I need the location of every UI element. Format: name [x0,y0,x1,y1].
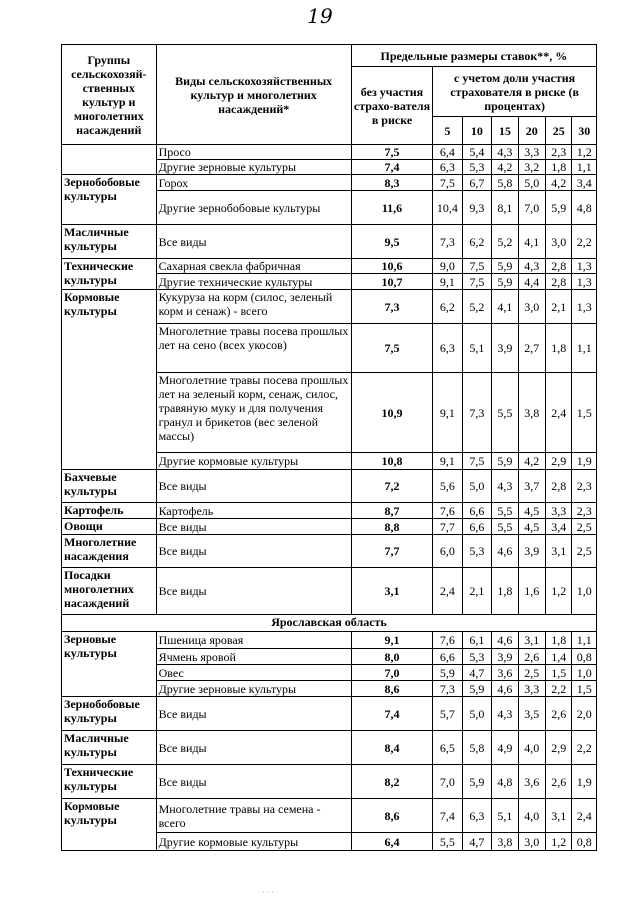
table-row [62,568,597,615]
rate-value: 2,7 [518,324,545,373]
rate-value: 2,4 [433,568,462,615]
rate-value: 5,3 [462,160,491,175]
base-rate: 7,2 [351,470,432,503]
crop-kind: Все виды [156,470,351,503]
group-cell: Зернобобовые культуры [62,697,157,731]
base-rate: 7,4 [351,697,432,731]
crop-kind: Другие зернобобовые культуры [156,191,351,225]
rate-value: 1,8 [546,160,572,175]
section2-body [62,632,597,851]
rate-value: 3,3 [518,681,545,697]
group-cell: Технические культуры [62,765,157,799]
rate-value: 3,6 [518,765,545,799]
rate-value: 1,3 [572,259,597,274]
crop-kind: Картофель [156,503,351,519]
rate-value: 1,0 [572,665,597,681]
rate-value: 1,9 [572,453,597,470]
table-row [62,175,597,191]
crop-kind: Пшеница яровая [156,632,351,649]
crop-kind: Просо [156,145,351,160]
rate-value: 3,4 [546,519,572,535]
rate-value: 5,9 [462,681,491,697]
rate-value: 2,2 [572,225,597,259]
rate-value: 5,0 [518,175,545,191]
base-rate: 10,9 [351,373,432,453]
base-rate: 8,2 [351,765,432,799]
rate-value: 4,5 [518,503,545,519]
base-rate: 8,6 [351,681,432,697]
rate-value: 7,7 [433,519,462,535]
rate-value: 2,1 [462,568,491,615]
rate-value: 6,0 [433,535,462,568]
table-row [62,799,597,833]
rate-value: 6,2 [433,290,462,324]
rate-value: 1,2 [546,568,572,615]
group-cell: Кормовые культуры [62,290,157,470]
rate-value: 2,3 [572,503,597,519]
crop-kind: Другие кормовые культуры [156,833,351,851]
header-pct: 10 [462,117,491,145]
table-row [62,259,597,274]
base-rate: 7,5 [351,145,432,160]
header-without-share: без участия страхо-вателя в риске [351,67,432,145]
rate-value: 6,4 [433,145,462,160]
rate-value: 3,0 [546,225,572,259]
rate-value: 1,5 [572,373,597,453]
rate-value: 4,2 [518,453,545,470]
scan-mark: · · · [262,888,274,897]
rate-value: 10,4 [433,191,462,225]
rate-value: 2,5 [572,535,597,568]
rate-value: 4,6 [492,681,518,697]
rate-value: 5,8 [492,175,518,191]
table-row [62,519,597,535]
region-heading: Ярославская область [62,615,597,632]
crop-kind: Другие технические культуры [156,274,351,290]
rate-value: 3,6 [492,665,518,681]
base-rate: 6,4 [351,833,432,851]
header-limits: Предельные размеры ставок**, % [351,45,596,67]
crop-kind: Другие зерновые культуры [156,681,351,697]
group-cell: Зернобобовые культуры [62,175,157,225]
rate-value: 1,9 [572,765,597,799]
rate-value: 5,3 [462,535,491,568]
rate-value: 2,2 [546,681,572,697]
rate-value: 1,8 [546,324,572,373]
rate-value: 3,0 [518,833,545,851]
rate-value: 2,9 [546,731,572,765]
base-rate: 7,5 [351,324,432,373]
rate-value: 3,9 [492,324,518,373]
base-rate: 8,3 [351,175,432,191]
insurance-rates-table [61,44,597,851]
rate-value: 2,4 [572,799,597,833]
rate-value: 9,0 [433,259,462,274]
rate-value: 6,3 [462,799,491,833]
crop-kind: Ячмень яровой [156,649,351,665]
rate-value: 1,4 [546,649,572,665]
page-number: 19 [307,4,333,28]
rate-value: 1,3 [572,290,597,324]
rate-value: 7,3 [462,373,491,453]
rate-value: 4,3 [492,470,518,503]
rate-value: 2,4 [546,373,572,453]
rate-value: 7,5 [462,453,491,470]
rate-value: 7,3 [433,681,462,697]
crop-kind: Сахарная свекла фабричная [156,259,351,274]
group-cell: Картофель [62,503,157,519]
crop-kind: Все виды [156,519,351,535]
rate-value: 1,3 [572,274,597,290]
rate-value: 2,0 [572,697,597,731]
base-rate: 7,0 [351,665,432,681]
header-pct: 15 [492,117,518,145]
rate-value: 7,4 [433,799,462,833]
rate-value: 9,3 [462,191,491,225]
rate-value: 2,8 [546,259,572,274]
rate-value: 3,7 [518,470,545,503]
header-with-share: с учетом доли участия страхователя в риске (в процентах) [433,67,597,117]
group-cell: Бахчевые культуры [62,470,157,503]
table-row [62,731,597,765]
base-rate: 8,6 [351,799,432,833]
rate-value: 2,8 [546,470,572,503]
crop-kind: Все виды [156,535,351,568]
rate-value: 3,5 [518,697,545,731]
table-row [62,145,597,160]
base-rate: 8,8 [351,519,432,535]
rate-value: 3,1 [518,632,545,649]
header-groups: Группы сельскохозяй-ственных культур и многолетних насаждений [62,45,157,145]
rate-value: 4,0 [518,799,545,833]
rate-value: 9,1 [433,373,462,453]
group-cell: Посадки многолетних насаждений [62,568,157,615]
group-cell: Зерновые культуры [62,632,157,697]
rate-value: 5,7 [433,697,462,731]
rate-value: 5,3 [462,649,491,665]
rate-value: 5,9 [492,274,518,290]
rate-value: 5,2 [492,225,518,259]
base-rate: 7,3 [351,290,432,324]
rate-value: 2,8 [546,274,572,290]
group-cell: Многолетние насаждения [62,535,157,568]
table-row [62,470,597,503]
base-rate: 9,1 [351,632,432,649]
rate-value: 6,5 [433,731,462,765]
rate-value: 2,6 [546,697,572,731]
base-rate: 10,7 [351,274,432,290]
rate-value: 4,6 [492,632,518,649]
rate-value: 5,0 [462,470,491,503]
rate-value: 7,0 [433,765,462,799]
rate-value: 1,2 [572,145,597,160]
rate-value: 4,6 [492,535,518,568]
table-row [62,535,597,568]
rate-value: 4,5 [518,519,545,535]
crop-kind: Все виды [156,697,351,731]
rate-value: 7,0 [518,191,545,225]
rate-value: 3,9 [518,535,545,568]
rate-value: 0,8 [572,649,597,665]
rate-value: 1,5 [572,681,597,697]
crop-kind: Все виды [156,731,351,765]
rate-value: 5,6 [433,470,462,503]
rate-value: 4,0 [518,731,545,765]
header-pct: 30 [572,117,597,145]
rate-value: 3,0 [518,290,545,324]
crop-kind: Кукуруза на корм (силос, зеленый корм и сенаж) - всего [156,290,351,324]
rate-value: 6,2 [462,225,491,259]
rate-value: 4,3 [492,145,518,160]
crop-kind: Все виды [156,225,351,259]
rate-value: 1,0 [572,568,597,615]
header-pct: 25 [546,117,572,145]
group-cell: Масличные культуры [62,731,157,765]
rate-value: 4,1 [492,290,518,324]
group-cell: Масличные культуры [62,225,157,259]
rate-value: 4,4 [518,274,545,290]
base-rate: 8,0 [351,649,432,665]
crop-kind: Другие кормовые культуры [156,453,351,470]
rate-value: 5,5 [492,519,518,535]
rate-value: 7,6 [433,632,462,649]
table-row [62,632,597,649]
crop-kind: Овес [156,665,351,681]
base-rate: 11,6 [351,191,432,225]
header-pct: 5 [433,117,462,145]
table-row [62,697,597,731]
crop-kind: Многолетние травы на семена - всего [156,799,351,833]
group-cell: Овощи [62,519,157,535]
rate-value: 4,1 [518,225,545,259]
rate-value: 5,1 [462,324,491,373]
rate-value: 5,5 [492,373,518,453]
rate-value: 7,3 [433,225,462,259]
rate-value: 3,1 [546,535,572,568]
rate-value: 3,8 [518,373,545,453]
crop-kind: Многолетние травы посева прошлых лет на сено (всех укосов) [156,324,351,373]
base-rate: 7,4 [351,160,432,175]
rate-value: 4,8 [572,191,597,225]
rate-value: 5,9 [433,665,462,681]
rate-value: 1,5 [546,665,572,681]
rate-value: 2,9 [546,453,572,470]
rate-value: 4,3 [492,697,518,731]
rate-value: 6,1 [462,632,491,649]
rate-value: 1,6 [518,568,545,615]
base-rate: 7,7 [351,535,432,568]
rate-value: 6,6 [462,519,491,535]
rate-value: 6,6 [433,649,462,665]
base-rate: 8,7 [351,503,432,519]
crop-kind: Многолетние травы посева прошлых лет на зеленый корм, сенаж, силос, травяную муку и для получения гранул и брикетов (вес зеленой массы) [156,373,351,453]
rate-value: 4,9 [492,731,518,765]
rate-value: 4,7 [462,833,491,851]
group-cell: Кормовые культуры [62,799,157,851]
rate-value: 1,8 [546,632,572,649]
rate-value: 2,6 [518,649,545,665]
rate-value: 5,9 [492,453,518,470]
rate-value: 6,7 [462,175,491,191]
rate-value: 1,1 [572,160,597,175]
rate-value: 5,9 [462,765,491,799]
rate-value: 5,9 [492,259,518,274]
rate-value: 5,8 [462,731,491,765]
rate-value: 6,6 [462,503,491,519]
rate-value: 3,2 [518,160,545,175]
base-rate: 9,5 [351,225,432,259]
rate-value: 5,2 [462,290,491,324]
rate-value: 2,5 [518,665,545,681]
rate-value: 3,1 [546,799,572,833]
crop-kind: Горох [156,175,351,191]
crop-kind: Все виды [156,765,351,799]
group-cell [62,145,157,175]
table-row [62,225,597,259]
rate-value: 8,1 [492,191,518,225]
rate-value: 7,6 [433,503,462,519]
table-row [62,765,597,799]
rate-value: 3,4 [572,175,597,191]
section1-body [62,145,597,615]
rate-value: 4,2 [546,175,572,191]
rate-value: 2,3 [546,145,572,160]
rate-value: 1,8 [492,568,518,615]
group-cell: Технические культуры [62,259,157,290]
rate-value: 7,5 [462,259,491,274]
rate-value: 2,5 [572,519,597,535]
rate-value: 3,3 [518,145,545,160]
rate-value: 1,2 [546,833,572,851]
rate-value: 0,8 [572,833,597,851]
rate-value: 7,5 [433,175,462,191]
rate-value: 5,9 [546,191,572,225]
rate-value: 5,5 [433,833,462,851]
rate-value: 5,1 [492,799,518,833]
table-row [62,503,597,519]
base-rate: 10,8 [351,453,432,470]
rate-value: 3,8 [492,833,518,851]
base-rate: 8,4 [351,731,432,765]
rate-value: 4,3 [518,259,545,274]
rate-value: 9,1 [433,274,462,290]
rate-value: 5,5 [492,503,518,519]
header-kinds: Виды сельскохозяйственных культур и многолетних насаждений* [156,45,351,145]
rate-value: 1,1 [572,632,597,649]
rate-value: 2,6 [546,765,572,799]
rate-value: 2,2 [572,731,597,765]
base-rate: 3,1 [351,568,432,615]
rate-value: 1,1 [572,324,597,373]
rate-value: 4,7 [462,665,491,681]
rate-value: 7,5 [462,274,491,290]
rate-value: 5,4 [462,145,491,160]
rate-value: 5,0 [462,697,491,731]
crop-kind: Все виды [156,568,351,615]
rate-value: 9,1 [433,453,462,470]
header-pct: 20 [518,117,545,145]
rate-value: 2,1 [546,290,572,324]
base-rate: 10,6 [351,259,432,274]
rate-value: 2,3 [572,470,597,503]
rate-value: 6,3 [433,324,462,373]
rate-value: 3,9 [492,649,518,665]
table-row [62,290,597,324]
rate-value: 6,3 [433,160,462,175]
rate-value: 4,2 [492,160,518,175]
crop-kind: Другие зерновые культуры [156,160,351,175]
rate-value: 4,8 [492,765,518,799]
rate-value: 3,3 [546,503,572,519]
